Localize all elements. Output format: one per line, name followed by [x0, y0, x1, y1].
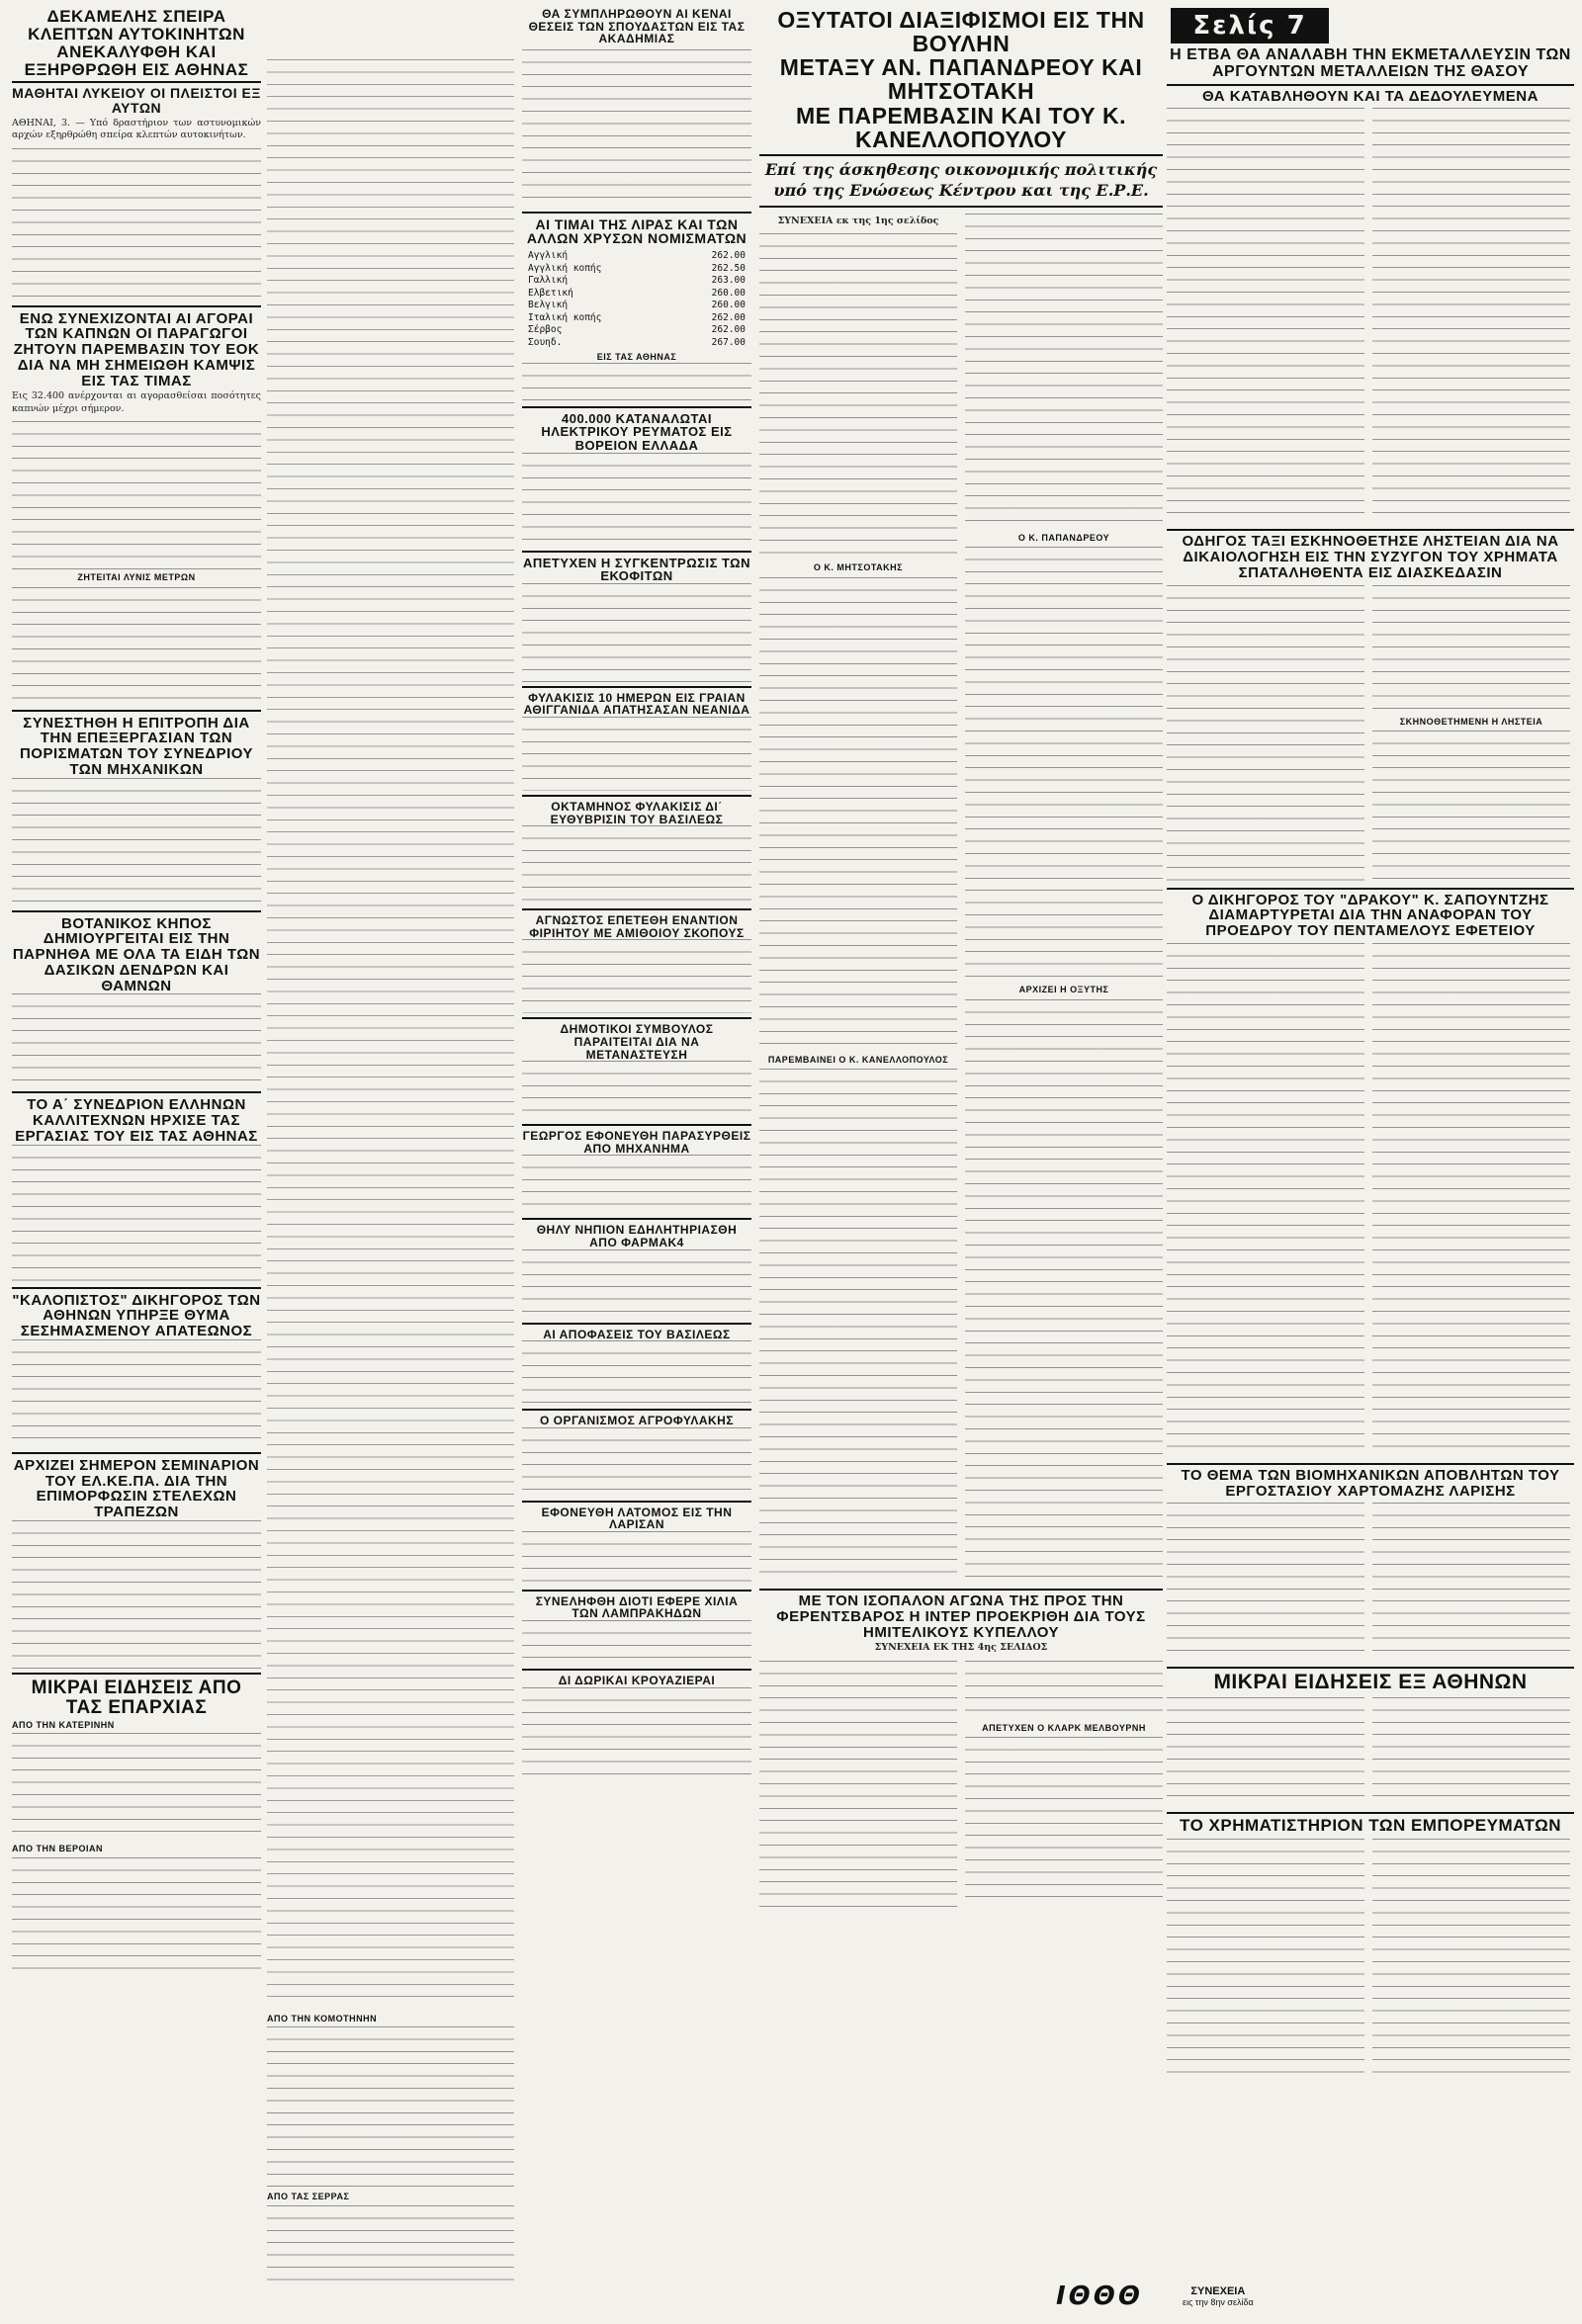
page-number-badge: Σελίς 7 — [1171, 8, 1329, 43]
speaker-oxytis: ΑΡΧΙΖΕΙ Η ΟΞΥΤΗΣ — [1018, 985, 1109, 995]
continuation-label: ΣΥΝΕΧΕΙΑ — [1190, 2285, 1246, 2297]
article-body — [12, 1857, 261, 1976]
table-row: Αγγλική κοπής 262.50 — [528, 262, 746, 274]
headline-athens-news: ΜΙΚΡΑΙ ΕΙΔΗΣΕΙΣ ΕΞ ΑΘΗΝΩΝ — [1213, 1671, 1528, 1694]
article-body — [267, 2026, 514, 2190]
headline-botanical: ΒΟΤΑΝΙΚΟΣ ΚΗΠΟΣ ΔΗΜΙΟΥΡΓΕΙΤΑΙ ΕΙΣ ΤΗΝ ΠΑΡΝΗΘΑ ΜΕ ΟΛΑ ΤΑ ΕΙΔΗ ΤΩΝ ΔΑΣΙΚΩΝ ΔΕΝΔΡΩΝ ΚΑΙ ΘΑΜΝΩΝ — [12, 914, 261, 994]
article-body — [759, 577, 957, 1052]
headline-engineers: ΣΥΝΕΣΤΗΘΗ Η ΕΠΙΤΡΟΠΗ ΔΙΑ ΤΗΝ ΕΠΕΞΕΡΓΑΣΙΑΝ ΤΩΝ ΠΟΡΙΣΜΑΤΩΝ ΤΟΥ ΣΥΝΕΔΡΙΟΥ ΤΩΝ ΜΗΧΑΝΙΚΩΝ — [19, 714, 254, 778]
headline-industrial-waste: ΤΟ ΘΕΜΑ ΤΩΝ ΒΙΟΜΗΧΑΝΙΚΩΝ ΑΠΟΒΛΗΤΩΝ ΤΟΥ ΕΡΓΟΣΤΑΣΙΟΥ ΧΑΡΤΟΜΑΖΗΣ ΛΑΡΙΣΗΣ — [1181, 1466, 1560, 1500]
headline-councillor: ΔΗΜΟΤΙΚΟΙ ΣΥΜΒΟΥΛΟΣ ΠΑΡΑΙΤΕΙΤΑΙ ΔΙΑ ΝΑ ΜΕΤΑΝΑΣΤΕΥΣΗ — [560, 1022, 714, 1062]
article-body — [1372, 943, 1570, 1457]
subhead-veria: ΑΠΟ ΤΗΝ ΒΕΡΟΙΑΝ — [12, 1844, 104, 1854]
article-body — [522, 939, 751, 1013]
subhead-staged-robbery: ΣΚΗΝΟΘΕΤΗΜΕΝΗ Η ΛΗΣΤΕΙΑ — [1399, 716, 1543, 727]
headline-seminar: ΑΡΧΙΖΕΙ ΣΗΜΕΡΟΝ ΣΕΜΙΝΑΡΙΟΝ ΤΟΥ ΕΛ.ΚΕ.ΠΑ. ΔΙΑ ΤΗΝ ΕΠΙΜΟΡΦΩΣΙΝ ΣΤΕΛΕΧΩΝ ΤΡΑΠΕΖΩΝ — [13, 1456, 260, 1521]
article-body — [965, 214, 1163, 530]
article-body — [522, 1620, 751, 1665]
article-body — [12, 421, 261, 569]
headline-commodity-exchange: ΤΟ ΧΡΗΜΑΤΙΣΤΗΡΙΟΝ ΤΩΝ ΕΜΠΟΡΕΥΜΑΤΩΝ — [1180, 1816, 1561, 1836]
article-lead: Εις 32.400 ανέρχονται αι αγορασθείσαι ποσότητες καπνών μέχρι σήμερον. — [12, 390, 261, 414]
article-body — [12, 587, 261, 706]
headline-ekofites: ΑΠΕΤΥΧΕΝ Η ΣΥΓΚΕΝΤΡΩΣΙΣ ΤΩΝ ΕΚΟΦΙΤΩΝ — [522, 555, 750, 584]
article-body — [1167, 108, 1364, 523]
subhead-measures: ΖΗΤΕΙΤΑΙ ΛΥΝΙΣ ΜΕΤΡΩΝ — [77, 572, 196, 583]
article-body — [1372, 1839, 1570, 2076]
article-body — [759, 233, 957, 559]
subhead-katerini: ΑΠΟ ΤΗΝ ΚΑΤΕΡΙΝΗΝ — [12, 1719, 115, 1730]
table-row: Σουηδ. 267.00 — [528, 336, 746, 348]
headline-academies: ΘΑ ΣΥΜΠΛΗΡΩΘΟΥΝ ΑΙ ΚΕΝΑΙ ΘΕΣΕΙΣ ΤΩΝ ΣΠΟΥΔΑΣΤΩΝ ΕΙΣ ΤΑΣ ΑΚΑΔΗΜΙΑΣ — [528, 8, 746, 46]
article-body — [522, 1249, 751, 1319]
article-body — [522, 363, 751, 402]
article-body — [12, 778, 261, 906]
headline-infant: ΘΗΛΥ ΝΗΠΙΟΝ ΕΔΗΛΗΤΗΡΙΑΣΘΗ ΑΠΟ ΦΑΡΜΑΚ4 — [536, 1223, 738, 1249]
banner-line-1: ΟΞΥΤΑΤΟΙ ΔΙΑΞΙΦΙΣΜΟΙ ΕΙΣ ΤΗΝ ΒΟΥΛΗΝ — [777, 8, 1145, 57]
article-lead: ΑΘΗΝΑΙ, 3. — Υπό δραστήριον των αστυνομικών αρχών εξηρθρώθη σπείρα κλεπτών αυτοκινήτων. — [12, 117, 261, 141]
headline-lambrakides: ΣΥΝΕΛΗΦΘΗ ΔΙΟΤΙ ΕΦΕΡΕ ΧΙΛΙΑ ΤΩΝ ΛΑΜΠΡΑΚΗΔΩΝ — [535, 1593, 739, 1621]
article-body — [759, 1661, 957, 1908]
headline-cruises: ΔΙ ΔΩΡΙΚΑΙ ΚΡΟΥΑΖΙΕΡΑΙ — [558, 1674, 716, 1688]
article-body — [1372, 1697, 1570, 1806]
article-body — [1372, 1503, 1570, 1661]
article-body — [965, 1661, 1163, 1720]
subhead-wages: ΘΑ ΚΑΤΑΒΛΗΘΟΥΝ ΚΑΙ ΤΑ ΔΕΔΟΥΛΕΥΜΕΝΑ — [1202, 87, 1538, 105]
column-1c — [267, 59, 514, 1997]
headline-artists: ΤΟ Α΄ ΣΥΝΕΔΡΙΟΝ ΕΛΛΗΝΩΝ ΚΑΛΛΙΤΕΧΝΩΝ ΗΡΧΙΣΕ ΤΑΣ ΕΡΓΑΣΙΑΣ ΤΟΥ ΕΙΣ ΤΑΣ ΑΘΗΝΑΣ — [15, 1096, 258, 1145]
article-body — [1372, 108, 1570, 523]
article-body — [759, 1069, 957, 1583]
article-body — [522, 1340, 751, 1405]
article-body — [522, 49, 751, 208]
speaker-kanellopoulos: ΠΑΡΕΜΒΑΙΝΕΙ Ο Κ. ΚΑΝΕΛΛΟΠΟΥΛΟΣ — [767, 1054, 949, 1065]
table-row: Ιταλική κοπής 262.00 — [528, 311, 746, 323]
article-body — [522, 1531, 751, 1586]
article-body — [1167, 1839, 1364, 2076]
headline-quarryman: ΕΦΟΝΕΥΘΗ ΛΑΤΟΜΟΣ ΕΙΣ ΤΗΝ ΛΑΡΙΣΑΝ — [541, 1505, 733, 1532]
article-body — [12, 148, 261, 301]
headline-inter: ΜΕ ΤΟΝ ΙΣΟΠΑΛΟΝ ΑΓΩΝΑ ΤΗΣ ΠΡΟΣ ΤΗΝ ΦΕΡΕΝΤΣΒΑΡΟΣ Η ΙΝΤΕΡ ΠΡΟΕΚΡΙΘΗ ΔΙΑ ΤΟΥΣ ΗΜΙΤΕΛΙΚΟΥΣ ΚΥΠΕΛΛΟΥ — [776, 1592, 1146, 1641]
article-lead: ΣΥΝΕΧΕΙΑ εκ της 1ης σελίδος — [777, 215, 939, 226]
article-body — [1372, 731, 1570, 879]
banner-line-3: ΜΕ ΠΑΡΕΜΒΑΣΙΝ ΚΑΙ ΤΟΥ Κ. ΚΑΝΕΛΛΟΠΟΥΛΟΥ — [796, 102, 1126, 152]
table-row: Αγγλική 262.00 — [528, 250, 746, 262]
headline-etva: Η ΕΤΒΑ ΘΑ ΑΝΑΛΑΒΗ ΤΗΝ ΕΚΜΕΤΑΛΛΕΥΣΙΝ ΤΩΝ ΑΡΓΟΥΝΤΩΝ ΜΕΤΑΛΛΕΙΩΝ ΤΗΣ ΘΑΣΟΥ — [1170, 47, 1571, 80]
banner-subtitle-2: υπό της Ενώσεως Κέντρου και της Ε.Ρ.Ε. — [773, 180, 1149, 200]
table-row: Ελβετική 260.00 — [528, 287, 746, 299]
article-lead: ΣΥΝΕΧΕΙΑ ΕΚ ΤΗΣ 4ης ΣΕΛΙΔΟΣ — [874, 1642, 1048, 1654]
article-body — [12, 1339, 261, 1448]
headline-agrofylaki: Ο ΟΡΓΑΝΙΣΜΟΣ ΑΓΡΟΦΥΛΑΚΗΣ — [539, 1414, 735, 1428]
article-body — [965, 1737, 1163, 1905]
column-1 — [12, 8, 261, 2317]
article-body — [522, 453, 751, 547]
table-row: Βελγική 260.00 — [528, 300, 746, 311]
continuation-note — [1183, 2285, 1254, 2307]
article-body — [1167, 585, 1364, 882]
gold-price-table — [528, 250, 746, 349]
headline-electricity: 400.000 ΚΑΤΑΝΑΛΩΤΑΙ ΗΛΕΚΤΡΙΚΟΥ ΡΕΥΜΑΤΟΣ ΕΙΣ ΒΟΡΕΙΟΝ ΕΛΛΑΔΑ — [541, 410, 733, 453]
article-body — [965, 999, 1163, 1583]
article-body — [267, 59, 514, 1997]
speaker-mitsotakis: Ο Κ. ΜΗΤΣΟΤΑΚΗΣ — [813, 562, 904, 573]
headline-gypsy: ΦΥΛΑΚΙΣΙΣ 10 ΗΜΕΡΩΝ ΕΙΣ ΓΡΑΙΑΝ ΑΘΙΓΓΑΝΙΔΑ ΑΠΑΤΗΣΑΣΑΝ ΝΕΑΝΙΔΑ — [523, 690, 750, 718]
column-2 — [522, 8, 751, 2317]
headline-insult-king: ΟΚΤΑΜΗΝΟΣ ΦΥΛΑΚΙΣΙΣ ΔΙ΄ ΕΥΘΥΒΡΙΣΙΝ ΤΟΥ ΒΑΣΙΛΕΩΣ — [550, 799, 724, 826]
table-row: Γαλλική 263.00 — [528, 275, 746, 287]
headline-gold-prices: ΑΙ ΤΙΜΑΙ ΤΗΣ ΛΙΡΑΣ ΚΑΙ ΤΩΝ ΑΛΛΩΝ ΧΡΥΣΩΝ ΝΟΜΙΣΜΑΤΩΝ — [526, 215, 747, 247]
subhead-students: ΜΑΘΗΤΑΙ ΛΥΚΕΙΟΥ ΟΙ ΠΛΕΙΣΤΟΙ ΕΞ ΑΥΤΩΝ — [12, 85, 261, 117]
headline-drakos-lawyer: Ο ΔΙΚΗΓΟΡΟΣ ΤΟΥ "ΔΡΑΚΟΥ" Κ. ΣΑΠΟΥΝΤΖΗΣ ΔΙΑΜΑΡΤΥΡΕΤΑΙ ΔΙΑ ΤΗΝ ΑΝΑΦΟΡΑΝ ΤΟΥ ΠΡΟΕΔΡΟΥ ΤΟΥ ΠΕΝΤΑΜΕΛΟΥΣ ΕΦΕΤΕΙΟΥ — [1191, 891, 1549, 940]
banner-line-2: ΜΕΤΑΞΥ ΑΝ. ΠΑΠΑΝΔΡΕΟΥ ΚΑΙ ΜΗΤΣΟΤΑΚΗ — [779, 54, 1143, 105]
article-body — [1167, 1503, 1364, 1661]
article-body — [522, 583, 751, 682]
headline-provinces: ΜΙΚΡΑΙ ΕΙΔΗΣΕΙΣ ΑΠΟ ΤΑΣ ΕΠΑΡΧΙΑΣ — [31, 1677, 242, 1718]
subhead-serres: ΑΠΟ ΤΑΣ ΣΕΡΡΑΣ — [267, 2192, 350, 2202]
article-body — [522, 1687, 751, 1776]
article-body — [522, 1061, 751, 1120]
headline-taxi-driver: ΟΔΗΓΟΣ ΤΑΞΙ ΕΣΚΗΝΟΘΕΤΗΣΕ ΛΗΣΤΕΙΑΝ ΔΙΑ ΝΑ ΔΙΚΑΙΟΛΟΓΗΣΗ ΕΙΣ ΤΗΝ ΣΥΖΥΓΟΝ ΤΟΥ ΧΡΗΜΑΤΑ ΣΠΑΤΑΛΗΘΕΝΤΑ ΕΙΣ ΔΙΑΣΚΕΔΑΣΙΝ — [1182, 533, 1559, 581]
headline-attack: ΑΓΝΩΣΤΟΣ ΕΠΕΤΕΘΗ ΕΝΑΝΤΙΟΝ ΦΙΡΙΗΤΟΥ ΜΕ ΑΜΙΘΟΙΟΥ ΣΚΟΠΟΥΣ — [529, 913, 745, 940]
center-block — [759, 8, 1163, 2317]
headline-lawyer: "ΚΑΛΟΠΙΣΤΟΣ" ΔΙΚΗΓΟΡΟΣ ΤΩΝ ΑΘΗΝΩΝ ΥΠΗΡΞΕ ΘΥΜΑ ΣΕΣΗΜΑΣΜΕΝΟΥ ΑΠΑΤΕΩΝΟΣ — [12, 1291, 261, 1340]
headline-farmer: ΓΕΩΡΓΟΣ ΕΦΟΝΕΥΘΗ ΠΑΡΑΣΥΡΘΕΙΣ ΑΠΟ ΜΗΧΑΝΗΜΑ — [522, 1129, 751, 1156]
subhead-komotini: ΑΠΟ ΤΗΝ ΚΟΜΟΤΗΝΗΝ — [267, 2014, 378, 2023]
speaker-papandreou: Ο Κ. ΠΑΠΑΝΔΡΕΟΥ — [1017, 532, 1110, 543]
column-6 — [1167, 47, 1574, 2317]
subhead-athens: ΕΙΣ ΤΑΣ ΑΘΗΝΑΣ — [596, 352, 677, 363]
continuation-sub: εις την 8ην σελίδα — [1183, 2297, 1254, 2307]
article-body — [12, 1733, 261, 1842]
article-body — [12, 1520, 261, 1669]
article-body — [1372, 585, 1570, 714]
article-body — [522, 825, 751, 904]
banner-subtitle-1: Επί της άσκηθεσης οικονομικής πολιτικής — [764, 159, 1158, 179]
article-body — [522, 717, 751, 791]
table-row: Σέρβος 262.00 — [528, 324, 746, 336]
press-mark: ΙΘΘΘ — [1056, 2281, 1143, 2311]
headline-tobacco: ΕΝΩ ΣΥΝΕΧΙΖΟΝΤΑΙ ΑΙ ΑΓΟΡΑΙ ΤΩΝ ΚΑΠΝΩΝ ΟΙ ΠΑΡΑΓΩΓΟΙ ΖΗΤΟΥΝ ΠΑΡΕΜΒΑΣΙΝ ΤΟΥ ΕΟΚ ΔΙΑ ΝΑ ΜΗ ΣΗΜΕΙΩΘΗ ΚΑΜΨΙΣ ΕΙΣ ΤΑΣ ΤΙΜΑΣ — [13, 309, 260, 389]
article-body — [267, 2205, 514, 2284]
article-body — [522, 1155, 751, 1214]
headline-car-thieves: ΔΕΚΑΜΕΛΗΣ ΣΠΕΙΡΑ ΚΛΕΠΤΩΝ ΑΥΤΟΚΙΝΗΤΩΝ ΑΝΕΚΑΛΥΦΘΗ ΚΑΙ ΕΞΗΡΘΡΩΘΗ ΕΙΣ ΑΘΗΝΑΣ — [24, 8, 249, 79]
article-body — [12, 1145, 261, 1283]
article-body — [522, 1427, 751, 1497]
article-body — [1167, 943, 1364, 1457]
headline-decisions: ΑΙ ΑΠΟΦΑΣΕΙΣ ΤΟΥ ΒΑΣΙΛΕΩΣ — [543, 1327, 731, 1341]
article-body — [965, 547, 1163, 982]
column-1b — [267, 2012, 514, 2308]
article-body — [1167, 1697, 1364, 1806]
article-body — [12, 993, 261, 1087]
subhead-clark: ΑΠΕΤΥΧΕΝ Ο ΚΛΑΡΚ ΜΕΛΒΟΥΡΝΗ — [982, 1722, 1146, 1733]
